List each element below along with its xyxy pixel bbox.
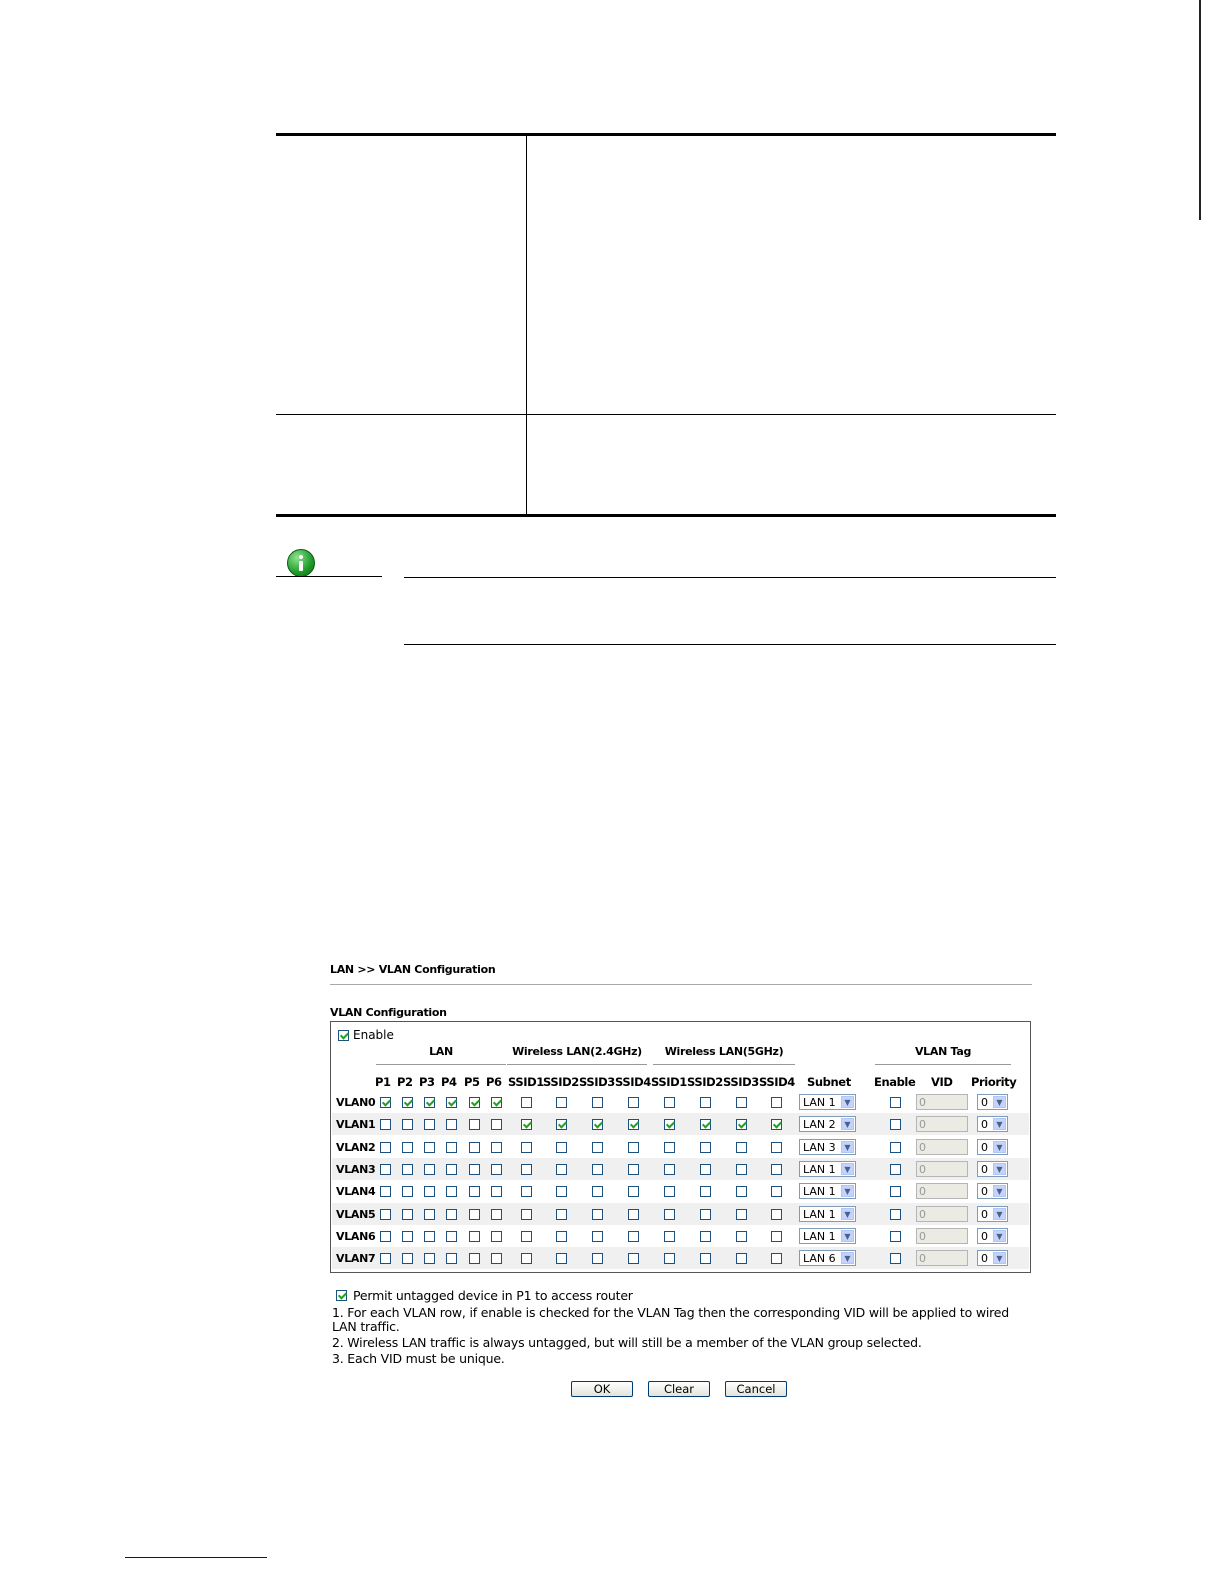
footer-link-underline <box>125 1557 267 1558</box>
vlan-table <box>330 1021 1031 1273</box>
port-p1-checkbox[interactable] <box>380 1186 391 1197</box>
ssid24-3-checkbox[interactable] <box>592 1164 603 1175</box>
chevron-down-icon: ▼ <box>993 1118 1006 1130</box>
col-header-24-ssid3: SSID3 <box>579 1075 615 1089</box>
vid-input[interactable]: 0 <box>916 1139 968 1155</box>
note-1: 1. For each VLAN row, if enable is checked for the VLAN Tag then the corresponding VID will be applied to wired LAN traffic. <box>332 1305 1010 1334</box>
priority-select[interactable] <box>977 1139 1008 1155</box>
ssid5-2-checkbox[interactable] <box>700 1164 711 1175</box>
ssid24-3-checkbox[interactable] <box>592 1142 603 1153</box>
port-p2-checkbox[interactable] <box>402 1209 413 1220</box>
ssid24-1-checkbox[interactable] <box>521 1186 532 1197</box>
ssid5-4-checkbox[interactable] <box>771 1253 782 1264</box>
table-top-rule <box>276 133 1056 136</box>
ssid5-3-checkbox[interactable] <box>736 1186 747 1197</box>
priority-select[interactable] <box>977 1116 1008 1132</box>
ssid24-2-checkbox[interactable] <box>556 1164 567 1175</box>
note-bottom-rule <box>404 644 1056 645</box>
ssid24-2-checkbox[interactable] <box>556 1231 567 1242</box>
subnet-value: LAN 1 <box>803 1207 836 1221</box>
priority-select[interactable] <box>977 1228 1008 1244</box>
port-p5-checkbox[interactable] <box>469 1142 480 1153</box>
table-bottom-rule <box>276 514 1056 517</box>
col-header-tag-enable: Enable <box>874 1075 916 1089</box>
ssid24-4-checkbox[interactable] <box>628 1209 639 1220</box>
chevron-down-icon: ▼ <box>841 1208 854 1220</box>
port-p3-checkbox[interactable] <box>424 1253 435 1264</box>
cancel-button[interactable]: Cancel <box>725 1381 787 1397</box>
col-header-5-ssid3: SSID3 <box>723 1075 759 1089</box>
col-header-vid: VID <box>931 1075 953 1089</box>
note-2: 2. Wireless LAN traffic is always untagged, but will still be a member of the VLAN group selected. <box>332 1335 922 1350</box>
port-p1-checkbox[interactable] <box>380 1209 391 1220</box>
clear-button[interactable]: Clear <box>648 1381 710 1397</box>
port-p5-checkbox[interactable] <box>469 1097 480 1108</box>
table-row <box>332 1158 1029 1180</box>
chevron-down-icon: ▼ <box>841 1118 854 1130</box>
note-top-rule <box>404 577 1056 578</box>
vid-input[interactable]: 0 <box>916 1183 968 1199</box>
ok-button[interactable]: OK <box>571 1381 633 1397</box>
group-vlan-tag: VLAN Tag <box>914 1045 972 1058</box>
chevron-down-icon: ▼ <box>993 1208 1006 1220</box>
port-p2-checkbox[interactable] <box>402 1186 413 1197</box>
port-p6-checkbox[interactable] <box>491 1164 502 1175</box>
ssid24-2-checkbox[interactable] <box>556 1253 567 1264</box>
ssid5-3-checkbox[interactable] <box>736 1209 747 1220</box>
ssid5-4-checkbox[interactable] <box>771 1186 782 1197</box>
port-p2-checkbox[interactable] <box>402 1119 413 1130</box>
vlan-tag-enable-checkbox[interactable] <box>890 1209 901 1220</box>
priority-value: 0 <box>981 1118 988 1132</box>
ssid24-1-checkbox[interactable] <box>521 1142 532 1153</box>
col-header-subnet: Subnet <box>807 1075 851 1089</box>
port-p3-checkbox[interactable] <box>424 1142 435 1153</box>
vlan-tag-enable-checkbox[interactable] <box>890 1097 901 1108</box>
port-p5-checkbox[interactable] <box>469 1164 480 1175</box>
ssid5-1-checkbox[interactable] <box>664 1253 675 1264</box>
chevron-down-icon: ▼ <box>993 1252 1006 1264</box>
ssid24-4-checkbox[interactable] <box>628 1119 639 1130</box>
ssid24-3-checkbox[interactable] <box>592 1097 603 1108</box>
subnet-select[interactable] <box>799 1183 856 1199</box>
port-p4-checkbox[interactable] <box>446 1209 457 1220</box>
group-lan-line <box>376 1064 506 1065</box>
vlan-tag-enable-checkbox[interactable] <box>890 1142 901 1153</box>
vid-input[interactable]: 0 <box>916 1250 968 1266</box>
ssid5-2-checkbox[interactable] <box>700 1097 711 1108</box>
ssid24-4-checkbox[interactable] <box>628 1186 639 1197</box>
ssid5-2-checkbox[interactable] <box>700 1186 711 1197</box>
table-row-divider <box>276 414 1056 415</box>
port-p2-checkbox[interactable] <box>402 1231 413 1242</box>
ssid5-2-checkbox[interactable] <box>700 1231 711 1242</box>
subnet-value: LAN 1 <box>803 1162 836 1176</box>
priority-select[interactable] <box>977 1206 1008 1222</box>
col-header-p5: P5 <box>464 1075 480 1089</box>
ssid24-3-checkbox[interactable] <box>592 1186 603 1197</box>
enable-label: Enable <box>353 1028 394 1042</box>
vlan-tag-enable-checkbox[interactable] <box>890 1231 901 1242</box>
table-row <box>332 1225 1029 1247</box>
vid-input[interactable]: 0 <box>916 1116 968 1132</box>
port-p2-checkbox[interactable] <box>402 1142 413 1153</box>
ssid5-3-checkbox[interactable] <box>736 1164 747 1175</box>
ssid24-3-checkbox[interactable] <box>592 1209 603 1220</box>
table-row <box>332 1113 1029 1135</box>
ssid5-1-checkbox[interactable] <box>664 1164 675 1175</box>
port-p6-checkbox[interactable] <box>491 1142 502 1153</box>
port-p4-checkbox[interactable] <box>446 1164 457 1175</box>
breadcrumb: LAN >> VLAN Configuration <box>330 963 496 976</box>
ssid24-3-checkbox[interactable] <box>592 1119 603 1130</box>
ssid5-1-checkbox[interactable] <box>664 1209 675 1220</box>
ssid24-1-checkbox[interactable] <box>521 1097 532 1108</box>
priority-value: 0 <box>981 1185 988 1199</box>
vid-input[interactable]: 0 <box>916 1094 968 1110</box>
ssid24-1-checkbox[interactable] <box>521 1231 532 1242</box>
col-header-p1: P1 <box>375 1075 391 1089</box>
enable-row <box>338 1028 394 1042</box>
port-p5-checkbox[interactable] <box>469 1209 480 1220</box>
subnet-select[interactable] <box>799 1250 856 1266</box>
priority-value: 0 <box>981 1229 988 1243</box>
table-row <box>332 1136 1029 1158</box>
page-edge <box>1199 0 1201 220</box>
priority-select[interactable] <box>977 1183 1008 1199</box>
table-row <box>332 1247 1029 1269</box>
subnet-value: LAN 6 <box>803 1252 836 1266</box>
table-column-divider <box>526 136 527 515</box>
subnet-select[interactable] <box>799 1228 856 1244</box>
ssid5-1-checkbox[interactable] <box>664 1231 675 1242</box>
port-p3-checkbox[interactable] <box>424 1209 435 1220</box>
ssid5-4-checkbox[interactable] <box>771 1164 782 1175</box>
chevron-down-icon: ▼ <box>993 1163 1006 1175</box>
vlan-name: VLAN4 <box>336 1185 376 1199</box>
vlan-name: VLAN0 <box>336 1096 376 1109</box>
priority-select[interactable] <box>977 1250 1008 1266</box>
port-p1-checkbox[interactable] <box>380 1253 391 1264</box>
ssid5-3-checkbox[interactable] <box>736 1119 747 1130</box>
permit-untagged-checkbox[interactable] <box>336 1290 347 1301</box>
permit-untagged-label: Permit untagged device in P1 to access router <box>353 1288 633 1303</box>
col-header-5-ssid1: SSID1 <box>651 1075 687 1089</box>
port-p5-checkbox[interactable] <box>469 1231 480 1242</box>
ssid24-2-checkbox[interactable] <box>556 1209 567 1220</box>
port-p6-checkbox[interactable] <box>491 1097 502 1108</box>
vid-input[interactable]: 0 <box>916 1228 968 1244</box>
port-p4-checkbox[interactable] <box>446 1097 457 1108</box>
port-p5-checkbox[interactable] <box>469 1119 480 1130</box>
ssid5-2-checkbox[interactable] <box>700 1142 711 1153</box>
ssid24-4-checkbox[interactable] <box>628 1142 639 1153</box>
section-title: VLAN Configuration <box>330 1006 447 1019</box>
chevron-down-icon: ▼ <box>841 1230 854 1242</box>
subnet-select[interactable] <box>799 1139 856 1155</box>
col-header-p3: P3 <box>419 1075 435 1089</box>
chevron-down-icon: ▼ <box>993 1096 1006 1108</box>
ssid24-4-checkbox[interactable] <box>628 1253 639 1264</box>
ssid5-2-checkbox[interactable] <box>700 1209 711 1220</box>
port-p1-checkbox[interactable] <box>380 1142 391 1153</box>
chevron-down-icon: ▼ <box>993 1230 1006 1242</box>
vlan-name: VLAN1 <box>336 1118 376 1132</box>
port-p4-checkbox[interactable] <box>446 1253 457 1264</box>
port-p5-checkbox[interactable] <box>469 1253 480 1264</box>
port-p4-checkbox[interactable] <box>446 1119 457 1130</box>
port-p3-checkbox[interactable] <box>424 1097 435 1108</box>
vid-input[interactable]: 0 <box>916 1206 968 1222</box>
priority-value: 0 <box>981 1162 988 1176</box>
vlan-tag-enable-checkbox[interactable] <box>890 1253 901 1264</box>
chevron-down-icon: ▼ <box>993 1141 1006 1153</box>
subnet-select[interactable] <box>799 1206 856 1222</box>
subnet-value: LAN 1 <box>803 1185 836 1199</box>
subnet-value: LAN 1 <box>803 1229 836 1243</box>
subnet-select[interactable] <box>799 1116 856 1132</box>
port-p2-checkbox[interactable] <box>402 1097 413 1108</box>
col-header-24-ssid2: SSID2 <box>543 1075 579 1089</box>
note-icon-underline <box>276 576 382 577</box>
ssid24-4-checkbox[interactable] <box>628 1097 639 1108</box>
subnet-value: LAN 2 <box>803 1118 836 1132</box>
ssid24-2-checkbox[interactable] <box>556 1186 567 1197</box>
ssid24-2-checkbox[interactable] <box>556 1097 567 1108</box>
note-3: 3. Each VID must be unique. <box>332 1351 505 1366</box>
ssid24-4-checkbox[interactable] <box>628 1231 639 1242</box>
notes <box>332 1306 1032 1368</box>
port-p3-checkbox[interactable] <box>424 1119 435 1130</box>
ssid24-2-checkbox[interactable] <box>556 1142 567 1153</box>
col-header-5-ssid2: SSID2 <box>687 1075 723 1089</box>
group-wlan-24-line <box>507 1064 647 1065</box>
table-row <box>332 1091 1029 1113</box>
permit-untagged-row <box>336 1288 633 1303</box>
group-wlan-5: Wireless LAN(5GHz) <box>664 1045 784 1058</box>
vlan-tag-enable-checkbox[interactable] <box>890 1119 901 1130</box>
port-p6-checkbox[interactable] <box>491 1209 502 1220</box>
vid-input[interactable]: 0 <box>916 1161 968 1177</box>
ssid24-1-checkbox[interactable] <box>521 1119 532 1130</box>
port-p6-checkbox[interactable] <box>491 1186 502 1197</box>
chevron-down-icon: ▼ <box>841 1252 854 1264</box>
ssid5-1-checkbox[interactable] <box>664 1142 675 1153</box>
ssid24-2-checkbox[interactable] <box>556 1119 567 1130</box>
group-wlan-24: Wireless LAN(2.4GHz) <box>512 1045 642 1058</box>
port-p6-checkbox[interactable] <box>491 1231 502 1242</box>
chevron-down-icon: ▼ <box>993 1185 1006 1197</box>
table-row <box>332 1203 1029 1225</box>
port-p3-checkbox[interactable] <box>424 1186 435 1197</box>
ssid5-1-checkbox[interactable] <box>664 1119 675 1130</box>
port-p1-checkbox[interactable] <box>380 1097 391 1108</box>
col-header-5-ssid4: SSID4 <box>759 1075 795 1089</box>
vlan-name: VLAN7 <box>336 1252 376 1266</box>
ssid5-4-checkbox[interactable] <box>771 1119 782 1130</box>
vlan-name: VLAN5 <box>336 1207 376 1221</box>
priority-value: 0 <box>981 1096 988 1109</box>
ssid5-3-checkbox[interactable] <box>736 1253 747 1264</box>
ssid24-3-checkbox[interactable] <box>592 1253 603 1264</box>
ssid5-3-checkbox[interactable] <box>736 1097 747 1108</box>
ssid5-4-checkbox[interactable] <box>771 1097 782 1108</box>
port-p1-checkbox[interactable] <box>380 1119 391 1130</box>
ssid5-4-checkbox[interactable] <box>771 1209 782 1220</box>
vlan-tag-enable-checkbox[interactable] <box>890 1164 901 1175</box>
ssid5-1-checkbox[interactable] <box>664 1186 675 1197</box>
info-icon <box>287 549 315 577</box>
ssid24-1-checkbox[interactable] <box>521 1253 532 1264</box>
ssid5-2-checkbox[interactable] <box>700 1119 711 1130</box>
port-p1-checkbox[interactable] <box>380 1231 391 1242</box>
chevron-down-icon: ▼ <box>841 1141 854 1153</box>
ssid24-1-checkbox[interactable] <box>521 1164 532 1175</box>
priority-select[interactable] <box>977 1094 1008 1110</box>
vlan-name: VLAN2 <box>336 1140 376 1154</box>
chevron-down-icon: ▼ <box>841 1163 854 1175</box>
port-p6-checkbox[interactable] <box>491 1253 502 1264</box>
subnet-value: LAN 1 <box>803 1096 836 1109</box>
port-p5-checkbox[interactable] <box>469 1186 480 1197</box>
vlan-name: VLAN6 <box>336 1229 376 1243</box>
port-p3-checkbox[interactable] <box>424 1231 435 1242</box>
ssid24-3-checkbox[interactable] <box>592 1231 603 1242</box>
subnet-value: LAN 3 <box>803 1140 836 1154</box>
port-p1-checkbox[interactable] <box>380 1164 391 1175</box>
port-p4-checkbox[interactable] <box>446 1186 457 1197</box>
table-row <box>332 1180 1029 1202</box>
priority-select[interactable] <box>977 1161 1008 1177</box>
col-header-24-ssid4: SSID4 <box>615 1075 651 1089</box>
ssid5-4-checkbox[interactable] <box>771 1142 782 1153</box>
port-p4-checkbox[interactable] <box>446 1142 457 1153</box>
ssid24-1-checkbox[interactable] <box>521 1209 532 1220</box>
chevron-down-icon: ▼ <box>841 1185 854 1197</box>
enable-checkbox[interactable] <box>338 1030 349 1041</box>
port-p2-checkbox[interactable] <box>402 1164 413 1175</box>
vlan-name: VLAN3 <box>336 1162 376 1176</box>
port-p6-checkbox[interactable] <box>491 1119 502 1130</box>
chevron-down-icon: ▼ <box>841 1096 854 1108</box>
vlan-tag-enable-checkbox[interactable] <box>890 1186 901 1197</box>
subnet-select[interactable] <box>799 1094 856 1110</box>
col-header-p4: P4 <box>441 1075 457 1089</box>
subnet-select[interactable] <box>799 1161 856 1177</box>
group-vlan-tag-line <box>875 1064 1011 1065</box>
priority-value: 0 <box>981 1140 988 1154</box>
breadcrumb-divider <box>330 984 1032 985</box>
vlan-configuration-screen <box>330 962 1032 1396</box>
col-header-p6: P6 <box>486 1075 502 1089</box>
ssid5-3-checkbox[interactable] <box>736 1231 747 1242</box>
col-header-p2: P2 <box>397 1075 413 1089</box>
ssid5-2-checkbox[interactable] <box>700 1253 711 1264</box>
ssid5-4-checkbox[interactable] <box>771 1231 782 1242</box>
ssid5-3-checkbox[interactable] <box>736 1142 747 1153</box>
port-p3-checkbox[interactable] <box>424 1164 435 1175</box>
group-wlan-5-line <box>653 1064 795 1065</box>
group-lan: LAN <box>429 1045 453 1058</box>
port-p4-checkbox[interactable] <box>446 1231 457 1242</box>
col-header-priority: Priority <box>971 1075 1017 1089</box>
ssid5-1-checkbox[interactable] <box>664 1097 675 1108</box>
col-header-24-ssid1: SSID1 <box>508 1075 544 1089</box>
priority-value: 0 <box>981 1207 988 1221</box>
ssid24-4-checkbox[interactable] <box>628 1164 639 1175</box>
priority-value: 0 <box>981 1252 988 1266</box>
port-p2-checkbox[interactable] <box>402 1253 413 1264</box>
